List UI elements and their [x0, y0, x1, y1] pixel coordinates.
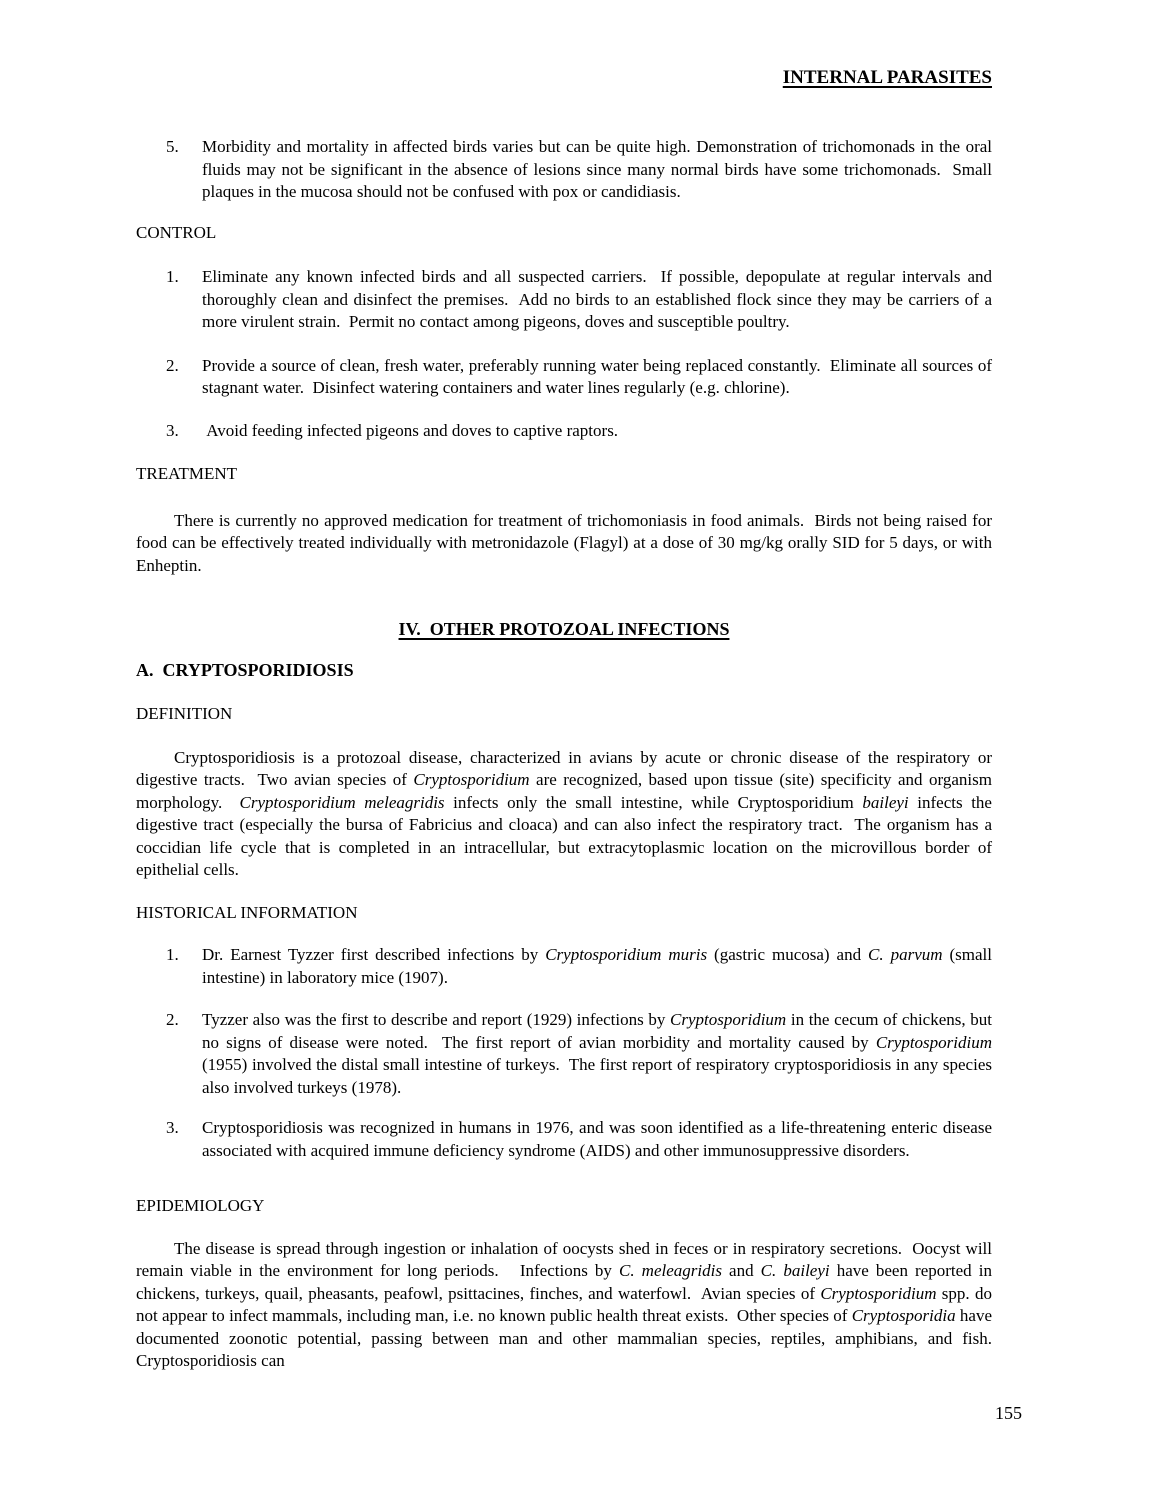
section-heading-epidemiology: EPIDEMIOLOGY: [136, 1196, 265, 1215]
page-header: INTERNAL PARASITES: [782, 67, 992, 88]
section-heading-definition: DEFINITION: [136, 704, 233, 723]
section-heading-control: CONTROL: [136, 222, 217, 242]
list-item-text: Provide a source of clean, fresh water, preferably running water being replaced constantly. Eliminate all sources of stagnant water. Disinfect watering containers and water lines regularly (e.g. chlorine).: [202, 355, 997, 397]
list-item-text: Dr. Earnest Tyzzer first described infections by Cryptosporidium muris (gastric mucosa) and C. parvum (small intestine) in laboratory mice (1907).: [202, 945, 997, 987]
list-number: 5.: [166, 137, 179, 156]
list-number: 3.: [166, 420, 179, 440]
list-item-text: Eliminate any known infected birds and all suspected carriers. If possible, depopulate at regular intervals and thoroughly clean and disinfect the premises. Add no birds to an established flock since they may be carriers of a more virulent strain. Permit no contact among pigeons, doves and susceptible poultry.: [202, 267, 997, 331]
list-number: 2.: [166, 355, 179, 375]
list-number: 3.: [166, 1118, 179, 1137]
historical-item-3: [166, 1117, 997, 1162]
list-item-text: Avoid feeding infected pigeons and doves to captive raptors.: [202, 420, 619, 440]
section-iv-heading-text: IV. OTHER PROTOZOAL INFECTIONS: [398, 619, 730, 639]
list-item-text: Tyzzer also was the first to describe and report (1929) infections by Cryptosporidium in the cecum of chickens, but no signs of disease were noted. The first report of avian morbidity and mortality caused by Cryptosporidium (1955) involved the distal small intestine of turkeys. The first report of respiratory cryptosporidiosis in any species also involved turkeys (1978).: [202, 1010, 997, 1097]
list-number: 2.: [166, 1010, 179, 1029]
section-heading-treatment: TREATMENT: [136, 464, 238, 483]
list-number: 1.: [166, 267, 179, 286]
list-item-text: Cryptosporidiosis was recognized in humans in 1976, and was soon identified as a life-threatening enteric disease associated with acquired immune deficiency syndrome (AIDS) and other immunosuppressive disorders.: [202, 1118, 997, 1160]
list-number: 1.: [166, 945, 179, 964]
historical-item-2: [166, 1009, 997, 1099]
page-number: 155: [995, 1403, 1022, 1423]
list-item-5: [166, 136, 997, 204]
control-item-1: [166, 266, 997, 334]
control-item-2: [166, 355, 997, 400]
historical-item-1: [166, 944, 997, 989]
epidemiology-paragraph: The disease is spread through ingestion or inhalation of oocysts shed in feces or in respiratory secretions. Oocyst will remain viable in the environment for long periods. Infections by C. meleagridis and C. baileyi have been reported in chickens, turkeys, quail, pheasants, peafowl, psittacines, finches, and waterfowl. Avian species of Cryptosporidium spp. do not appear to infect mammals, including man, i.e. no known public health threat exists. Other species of Cryptosporidia have documented zoonotic potential, passing between man and other mammalian species, reptiles, amphibians, and fish. Cryptosporidiosis can: [136, 1238, 1005, 1370]
control-item-3: [166, 420, 992, 443]
treatment-paragraph: There is currently no approved medication for treatment of trichomoniasis in food animals. Birds not being raised for food can be effectively treated individually with metronidazole (Flagyl) at a dose of 30 mg/kg orally SID for 5 days, or with Enheptin.: [136, 510, 997, 575]
section-iv-heading: [136, 618, 992, 641]
page-content: [136, 0, 1005, 1373]
subsection-a-heading: A. CRYPTOSPORIDIOSIS: [136, 659, 354, 680]
list-item-text: Morbidity and mortality in affected birds varies but can be quite high. Demonstration of trichomonads in the oral fluids may not be significant in the absence of lesions since many normal birds have some trichomonads. Small plaques in the mucosa should not be confused with pox or candidiasis.: [202, 137, 997, 201]
section-heading-historical-information: HISTORICAL INFORMATION: [136, 902, 358, 922]
definition-paragraph: Cryptosporidiosis is a protozoal disease, characterized in avians by acute or chronic disease of the respiratory or digestive tracts. Two avian species of Cryptosporidium are recognized, based upon tissue (site) specificity and organism morphology. Cryptosporidium meleagridis infects only the small intestine, while Cryptosporidium baileyi infects the digestive tract (especially the bursa of Fabricius and cloaca) and can also infect the respiratory tract. The organism has a coccidian life cycle that is completed in an intracellular, but extracytoplasmic location on the microvillous border of epithelial cells.: [136, 747, 997, 879]
